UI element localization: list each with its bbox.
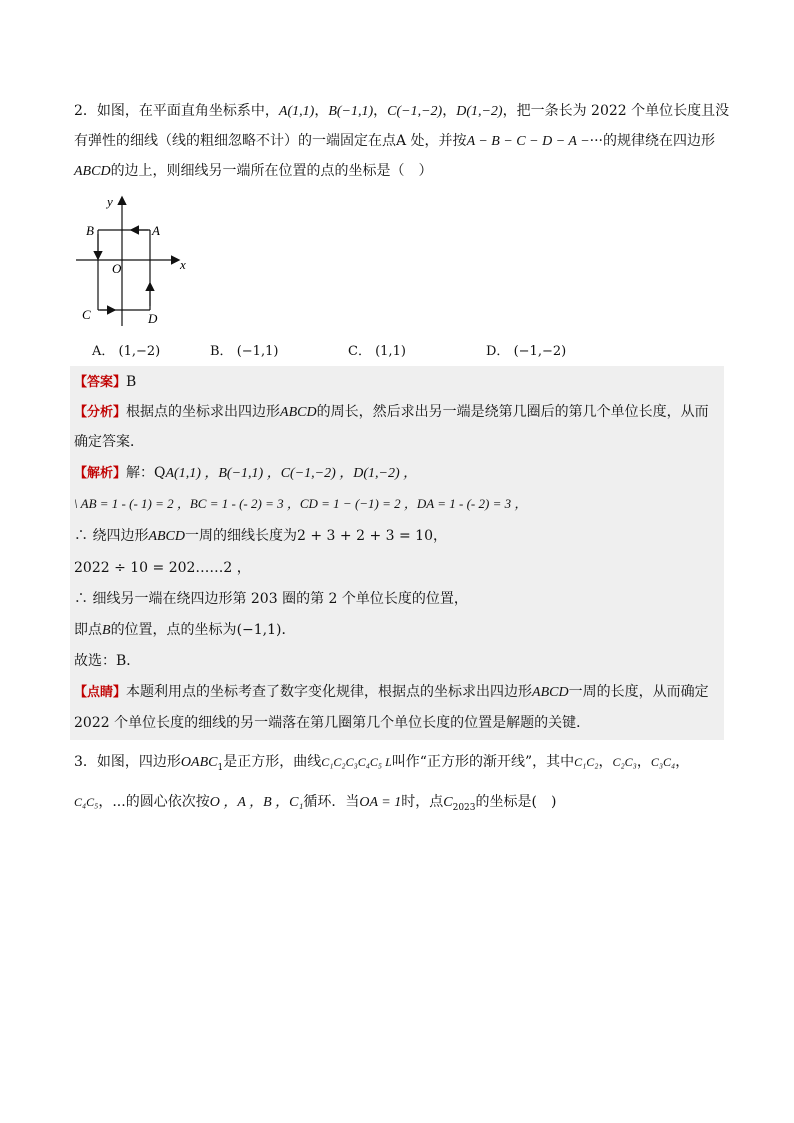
q2-path: A − B − C − D − A − — [466, 134, 590, 149]
point-b: B — [102, 623, 111, 638]
arc-2: C₂C₃ — [612, 755, 637, 769]
point-d: D(1,−2) — [456, 104, 503, 119]
involute-curve: C₁C₂C₃C₄C₅ L — [321, 755, 392, 769]
q3-text: 时，点 — [401, 794, 444, 810]
arc-centers: O ，A ，B ，C₁ — [209, 795, 304, 810]
q3-text: 的坐标是( ) — [475, 794, 557, 810]
q2-text: 2．如图，在平面直角坐标系中， — [74, 103, 279, 119]
analysis-text: 确定答案． — [74, 434, 144, 450]
solution-text: 的位置，点的坐标为 — [110, 622, 237, 638]
arc-3: C₃C₄ — [650, 755, 676, 769]
target-point: C — [443, 795, 453, 810]
solution-line-3 — [74, 526, 447, 547]
label-b: B — [86, 223, 94, 238]
square-name: OABC — [180, 755, 218, 770]
condition: OA = 1 — [359, 795, 402, 810]
solution-points: A(1,1) ，B(−1,1) ，C(−1,−2) ，D(1,−2) ， — [165, 466, 418, 481]
subscript: 1 — [217, 762, 224, 773]
separator: ． — [281, 622, 296, 638]
solution-line-6 — [74, 620, 295, 641]
option-value: (−1,−2) — [513, 344, 567, 359]
q3-line-2 — [74, 792, 556, 818]
q2-line-1 — [74, 101, 729, 122]
solution-text: 即点 — [74, 622, 102, 638]
coordinate-diagram — [70, 190, 200, 330]
subscript: 2023 — [452, 802, 476, 813]
label-d: D — [148, 311, 158, 326]
quad-name: ABCD — [532, 685, 569, 700]
separator: ， — [442, 103, 457, 119]
q3-text: 叫作“正方形的渐开线”，其中 — [391, 754, 575, 770]
solution-line-4 — [74, 558, 251, 578]
comment-line-1 — [74, 682, 709, 703]
arc-1: C₁C₂ — [574, 755, 599, 769]
solution-lengths: \ AB = 1 - (- 1) = 2 ，BC = 1 - (- 2) = 3 ，CD = 1 − (−1) = 2 ，DA = 1 - (- 2) = 3 ， — [74, 496, 528, 511]
option-letter: C． — [348, 344, 371, 359]
solution-text: 一周的细线长度为 — [185, 528, 298, 544]
point-a: A(1,1) — [278, 104, 315, 119]
option-letter: B． — [210, 344, 233, 359]
q2-text: ，把一条长为 2022 个单位长度且没 — [502, 103, 730, 119]
label-o: O — [112, 261, 122, 276]
quad-name: ABCD — [280, 405, 317, 420]
analysis-text: 根据点的坐标求出四边形 — [126, 404, 281, 420]
solution-tag: 【解析】 — [74, 466, 127, 481]
solution-choice: 故选：B． — [74, 653, 141, 669]
label-x: x — [180, 257, 186, 272]
q2-line-3 — [74, 161, 433, 182]
label-a: A — [152, 223, 160, 238]
label-y: y — [107, 194, 113, 209]
division-equation: 2022 ÷ 10 = 202……2 ， — [74, 560, 251, 576]
solution-line-7 — [74, 651, 140, 671]
option-value: (1,1) — [375, 344, 406, 359]
q3-text: 是正方形，曲线 — [223, 754, 322, 770]
comment-text: 2022 个单位长度的细线的另一端落在第几圈第几个单位长度的位置是解题的关键． — [74, 715, 591, 731]
separator: ， — [598, 754, 613, 770]
separator: ， — [636, 754, 651, 770]
solution-text: 解： — [126, 465, 155, 481]
solution-text: ∴ 绕四边形 — [74, 528, 149, 544]
solution-line-5 — [74, 589, 468, 609]
option-letter: A． — [92, 344, 115, 359]
option-letter: D． — [486, 344, 510, 359]
q3-text: ，...的圆心依次按 — [98, 794, 210, 810]
option-value: (1,−2) — [118, 344, 161, 359]
analysis-tag: 【分析】 — [74, 405, 127, 420]
q2-text: ···的规律绕在四边形 — [589, 133, 716, 149]
separator: ， — [314, 103, 329, 119]
analysis-line-2 — [74, 432, 144, 452]
label-c: C — [82, 307, 91, 322]
option-d — [486, 340, 566, 359]
separator: ， — [675, 754, 690, 770]
q3-text: 循环．当 — [303, 794, 360, 810]
option-c — [348, 340, 406, 359]
comment-line-2 — [74, 713, 590, 733]
solution-line-1 — [74, 463, 417, 484]
separator: ， — [432, 528, 447, 544]
option-b — [210, 340, 278, 359]
comment-text: 一周的长度，从而确定 — [568, 684, 709, 700]
q2-line-2 — [74, 131, 715, 152]
q3-text: 3．如图，四边形 — [74, 754, 181, 770]
q3-line-1 — [74, 752, 689, 778]
solution-line-2 — [74, 494, 527, 514]
option-value: (−1,1) — [236, 344, 279, 359]
arc-4: C₄C₅ — [74, 795, 99, 809]
quad-name: ABCD — [148, 529, 186, 544]
analysis-text: 的周长，然后求出另一端是绕第几圈后的第几个单位长度，从而 — [316, 404, 709, 420]
point-b: B(−1,1) — [328, 104, 374, 119]
comment-text: 本题利用点的坐标考查了数字变化规律，根据点的坐标求出四边形 — [126, 684, 533, 700]
answer-line — [74, 372, 136, 393]
analysis-line-1 — [74, 402, 709, 423]
q2-text: 的边上，则细线另一端所在位置的点的坐标是（ ） — [110, 163, 433, 179]
q2-text: 有弹性的细线（线的粗细忽略不计）的一端固定在点A 处，并按 — [74, 133, 467, 149]
perimeter-equation: 2 + 3 + 2 + 3 = 10 — [297, 528, 433, 544]
answer-value: B — [126, 374, 137, 390]
comment-tag: 【点睛】 — [74, 685, 127, 700]
because-symbol: Q — [154, 465, 166, 481]
final-coordinate: (−1,1) — [236, 622, 282, 638]
solution-text: ∴ 细线另一端在绕四边形第 203 圈的第 2 个单位长度的位置， — [74, 591, 468, 607]
quad-name: ABCD — [74, 164, 111, 179]
answer-tag: 【答案】 — [74, 375, 127, 390]
point-c: C(−1,−2) — [387, 104, 443, 119]
option-a — [92, 340, 160, 359]
separator: ， — [373, 103, 388, 119]
